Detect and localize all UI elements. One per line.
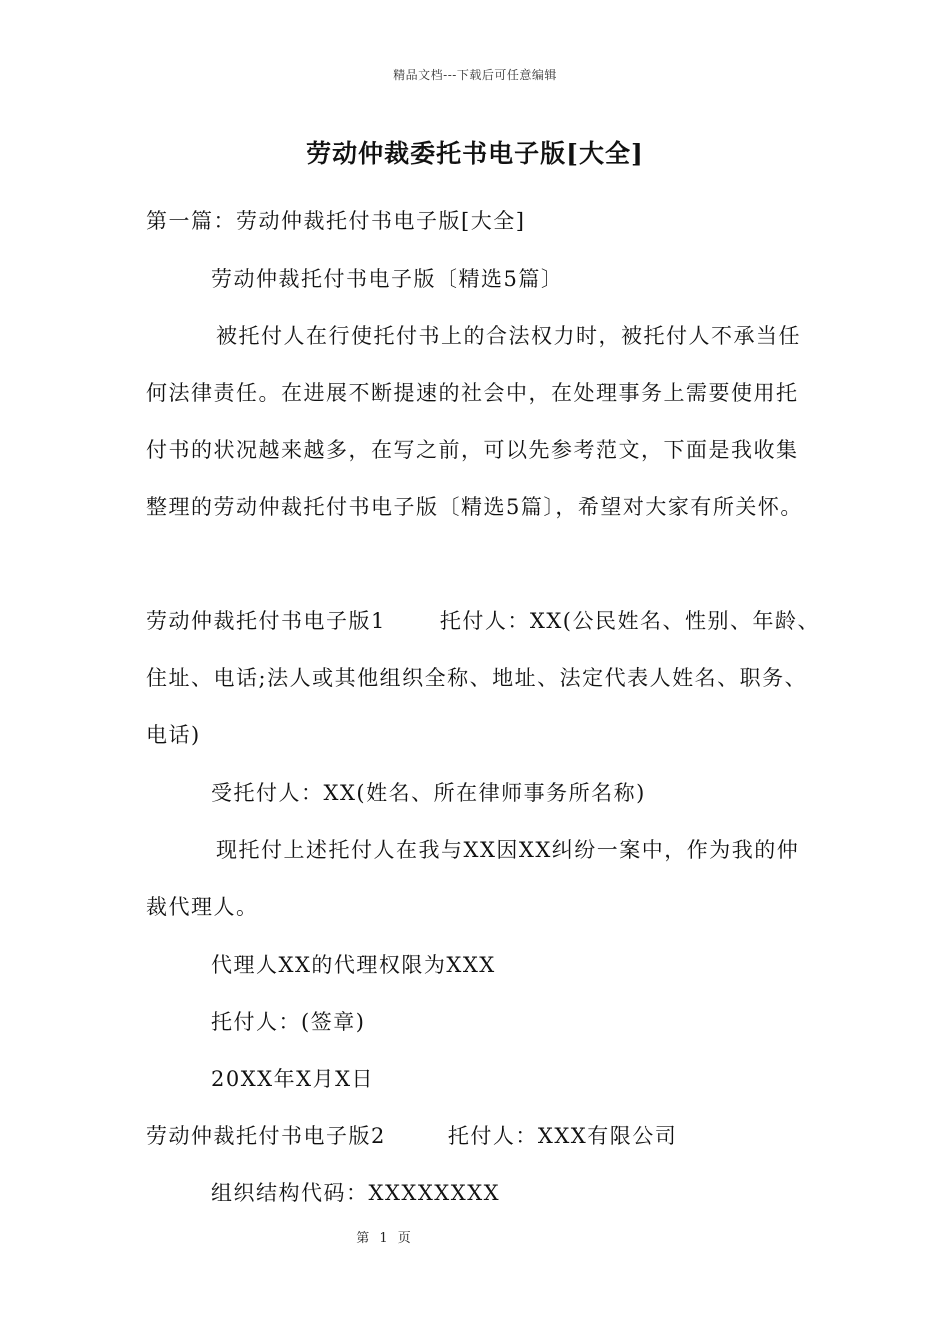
section-heading: 第一篇：劳动仲裁托付书电子版[大全]	[146, 209, 526, 233]
paragraph-line: 被托付人在行使托付书上的合法权力时，被托付人不承当任	[216, 324, 801, 348]
date-field: 20XX年X月X日	[211, 1067, 375, 1091]
paragraph-line	[146, 607, 820, 635]
sample-heading: 劳动仲裁托付书电子版1	[146, 609, 386, 633]
paragraph-line	[146, 1122, 677, 1150]
agent-field: 受托付人：XX(姓名、所在律师事务所名称)	[211, 781, 646, 805]
subheading: 劳动仲裁托付书电子版〔精选5篇〕	[211, 267, 564, 291]
paragraph-line: 电话)	[146, 723, 201, 747]
document-title: 劳动仲裁委托书电子版[大全]	[306, 139, 644, 168]
signature-field: 托付人：(签章)	[211, 1010, 366, 1034]
page-number: 第 1 页	[356, 1231, 414, 1246]
paragraph-line: 付书的状况越来越多，在写之前，可以先参考范文，下面是我收集	[146, 438, 799, 462]
paragraph-line: 住址、电话;法人或其他组织全称、地址、法定代表人姓名、职务、	[146, 666, 808, 690]
authority-field: 代理人XX的代理权限为XXX	[211, 953, 496, 977]
sample-heading: 劳动仲裁托付书电子版2	[146, 1124, 386, 1148]
paragraph-line: 现托付上述托付人在我与XX因XX纠纷一案中，作为我的仲	[216, 838, 800, 862]
principal-field: 托付人：XXX有限公司	[447, 1124, 678, 1148]
principal-field: 托付人：XX(公民姓名、性别、年龄、	[439, 609, 820, 633]
org-code-field: 组织结构代码：XXXXXXXX	[211, 1181, 501, 1205]
paragraph-line: 裁代理人。	[146, 895, 259, 919]
paragraph-line: 整理的劳动仲裁托付书电子版〔精选5篇〕，希望对大家有所关怀。	[146, 495, 803, 519]
page-header: 精品文档---下载后可任意编辑	[393, 68, 557, 82]
paragraph-line: 何法律责任。在进展不断提速的社会中，在处理事务上需要使用托	[146, 381, 799, 405]
